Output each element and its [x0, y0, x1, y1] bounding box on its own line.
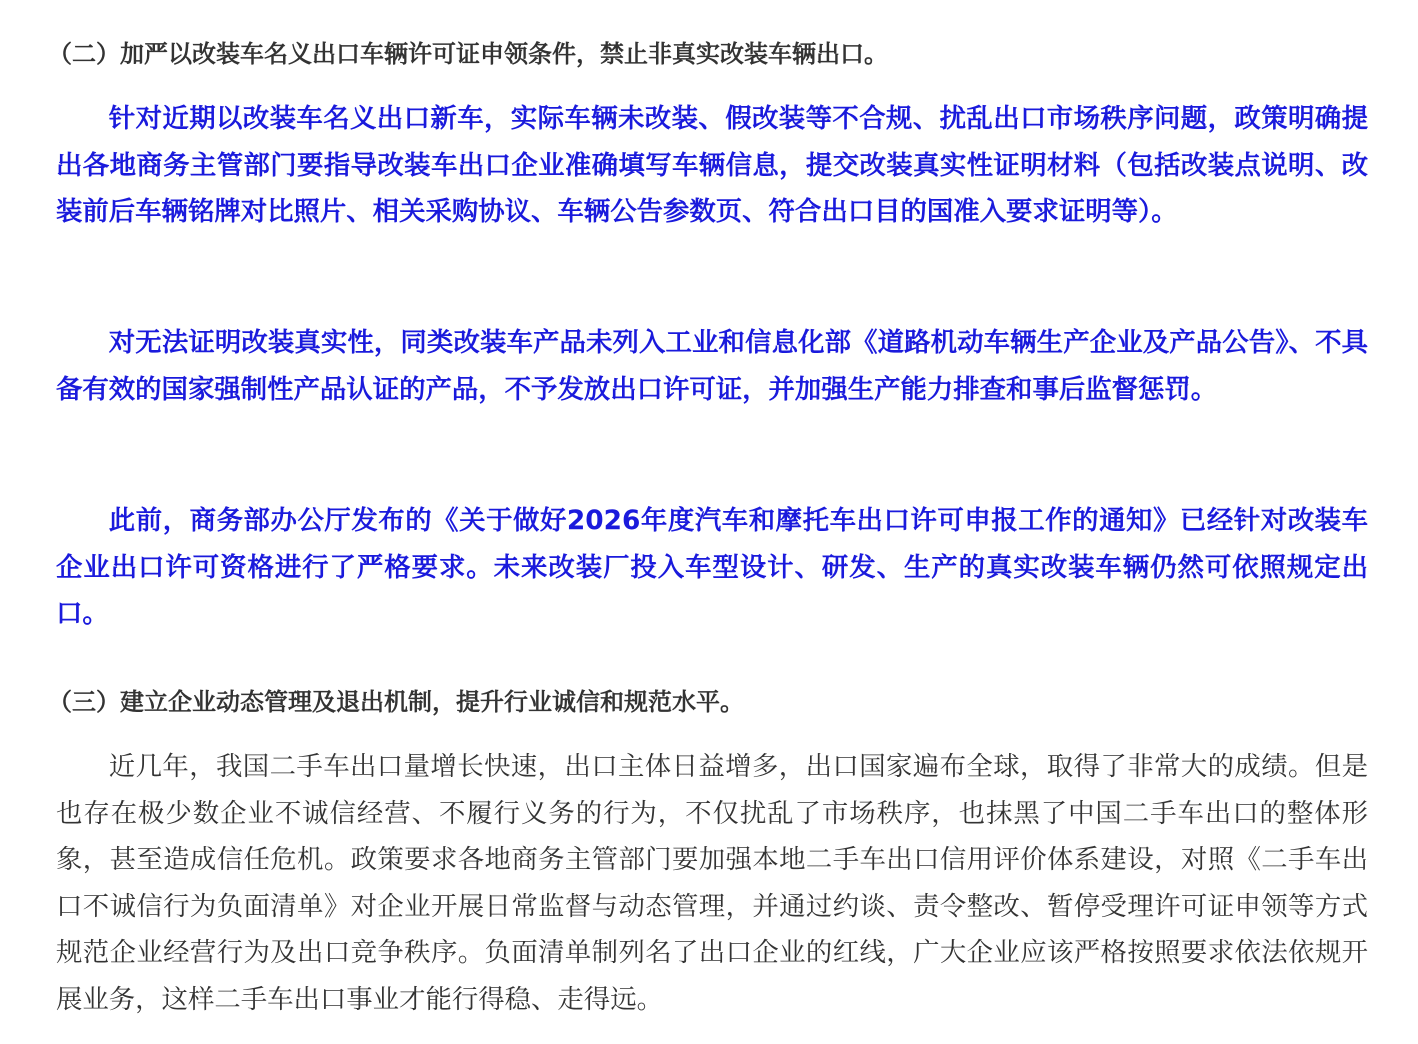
paragraph-permit-denial: 对无法证明改装真实性，同类改装车产品未列入工业和信息化部《道路机动车辆生产企业及产品公告》、不具备有效的国家强制性产品认证的产品，不予发放出口许可证，并加强生产能力排查和事后监督惩罚。 — [56, 327, 1368, 405]
paragraph-prior-notice: 此前，商务部办公厅发布的《关于做好2026年度汽车和摩托车出口许可申报工作的通知》已经针对改装车企业出口许可资格进行了严格要求。未来改装厂投入车型设计、研发、生产的真实改装车辆仍然可依照规定出口。 — [56, 505, 1368, 629]
paragraph-credit-management: 近几年，我国二手车出口量增长快速，出口主体日益增多，出口国家遍布全球，取得了非常大的成绩。但是也存在极少数企业不诚信经营、不履行义务的行为，不仅扰乱了市场秩序，也抹黑了中国二手车出口的整体形象，甚至造成信任危机。政策要求各地商务主管部门要加强本地二手车出口信用评价体系建设，对照《二手车出口不诚信行为负面清单》对企业开展日常监督与动态管理，并通过约谈、责令整改、暂停受理许可证申领等方式规范企业经营行为及出口竞争秩序。负面清单制列名了出口企业的红线，广大企业应该严格按照要求依法依规开展业务，这样二手车出口事业才能行得稳、走得远。 — [56, 751, 1368, 1015]
section-heading-3: （三）建立企业动态管理及退出机制，提升行业诚信和规范水平。 — [48, 688, 744, 716]
paragraph-modified-vehicle-requirements: 针对近期以改装车名义出口新车，实际车辆未改装、假改装等不合规、扰乱出口市场秩序问题，政策明确提出各地商务主管部门要指导改装车出口企业准确填写车辆信息，提交改装真实性证明材料（包括改装点说明、改装前后车辆铭牌对比照片、相关采购协议、车辆公告参数页、符合出口目的国准入要求证明等）。 — [56, 103, 1368, 227]
section-heading-2: （二）加严以改装车名义出口车辆许可证申领条件，禁止非真实改装车辆出口。 — [48, 40, 888, 68]
